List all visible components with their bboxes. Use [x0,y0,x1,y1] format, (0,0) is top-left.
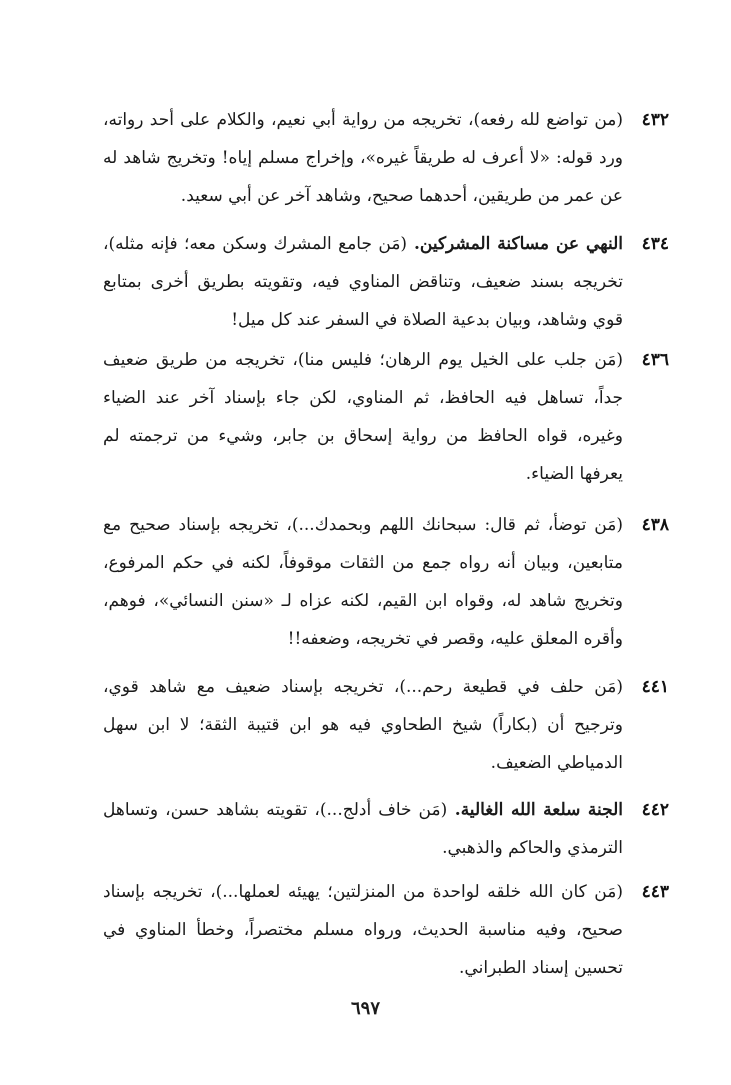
entry-body [103,873,623,987]
entry-body [103,341,623,493]
entry-heading: النهي عن مساكنة المشركين. [407,234,623,254]
index-entry [0,225,731,355]
entry-number: ٤٣٦ [641,350,669,370]
entry-text: (مَن حلف في قطيعة رحم...)، تخريجه بإسناد ضعيف مع شاهد قوي، وترجيح أن (بكاراً) شيخ الطحاوي فيه هو ابن قتيبة الثقة؛ لا ابن سهل الدمياطي الضعيف. [103,677,623,773]
entry-body [103,225,623,339]
entry-text: (مَن خاف أدلج...)، تقويته بشاهد حسن، وتساهل الترمذي والحاكم والذهبي. [103,800,623,858]
entry-number: ٤٣٤ [641,234,669,254]
entry-text: (مَن جامع المشرك وسكن معه؛ فإنه مثله)، تخريجه بسند ضعيف، وتناقض المناوي فيه، وتقويته بطريق أخرى بمتابع قوي وشاهد، وبيان بدعية الصلاة في السفر عند كل ميل! [103,234,623,330]
entry-text: (مَن جلب على الخيل يوم الرهان؛ فليس منا)، تخريجه من طريق ضعيف جداً، تساهل فيه الحافظ، ثم المناوي، لكن جاء بإسناد آخر عند الضياء وغيره، قواه الحافظ من رواية إسحاق بن جابر، وشيء من ترجمته لم يعرفها الضياء. [103,350,623,484]
index-entry [0,341,731,501]
entry-text: (مَن توضأ، ثم قال: سبحانك اللهم وبحمدك...)، تخريجه بإسناد صحيح مع متابعين، وبيان أنه رواه جمع من الثقات موقوفاً، لكنه في حكم المرفوع، وتخريج شاهد له، وقواه ابن القيم، لكنه عزاه لـ «سنن النسائي»، فوهم، وأقره المعلق عليه، وقصر في تخريجه، وضعفه!! [103,515,623,649]
entry-text: (من تواضع لله رفعه)، تخريجه من رواية أبي نعيم، والكلام على أحد رواته، ورد قوله: «لا أعرف له طريقاً غيره»، وإخراج مسلم إياه! وتخريج شاهد له عن عمر من طريقين، أحدهما صحيح، وشاهد آخر عن أبي سعيد. [103,110,623,206]
index-entry [0,506,731,666]
index-entry [0,873,731,993]
entry-body [103,668,623,782]
entry-body [103,101,623,215]
entry-heading: الجنة سلعة الله الغالية. [447,800,623,820]
entry-number: ٤٤٢ [641,800,669,820]
page-number: ٦٩٧ [350,998,380,1019]
entry-number: ٤٣٨ [641,515,669,535]
entry-number: ٤٤٣ [641,882,669,902]
index-entry [0,791,731,871]
entry-number: ٤٣٢ [641,110,669,130]
entry-number: ٤٤١ [641,677,669,697]
entry-text: (مَن كان الله خلقه لواحدة من المنزلتين؛ يهيئه لعملها...)، تخريجه بإسناد صحيح، وفيه مناسبة الحديث، ورواه مسلم مختصراً، وخطأ المناوي في تحسين إسناد الطبراني. [103,882,623,978]
index-entry [0,101,731,231]
index-entry [0,668,731,788]
entry-body [103,506,623,658]
entry-body [103,791,623,867]
